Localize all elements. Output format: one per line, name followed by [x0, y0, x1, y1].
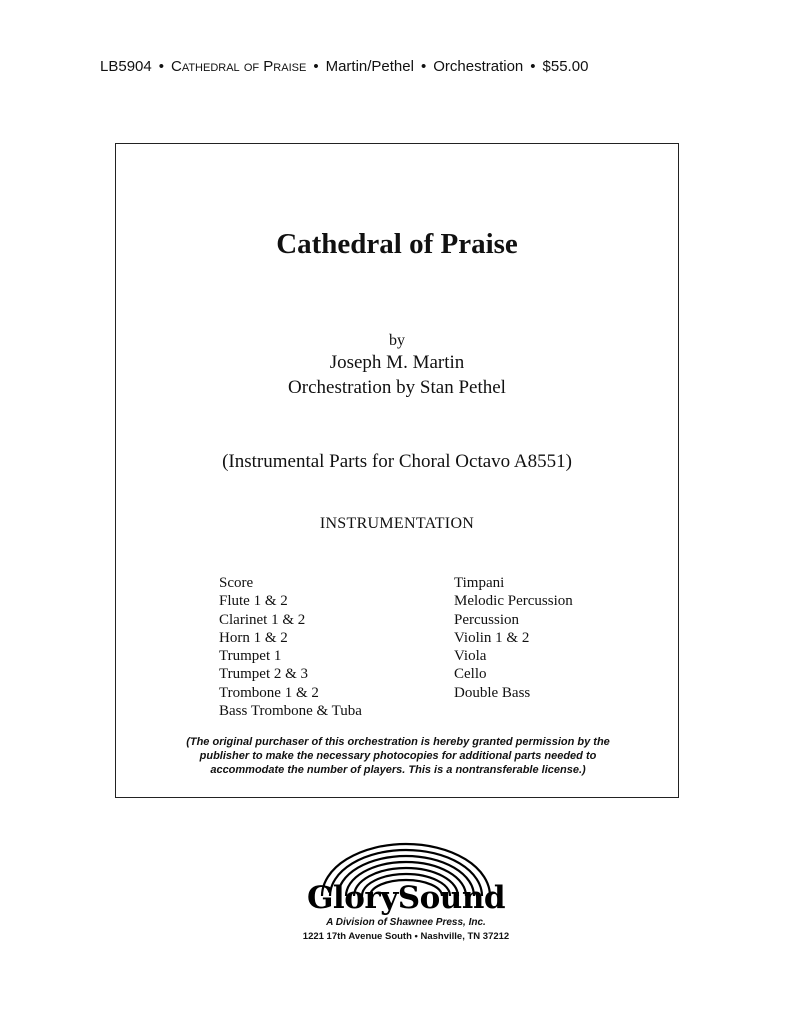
cover-frame: [115, 143, 679, 798]
product-title: Cathedral of Praise: [170, 58, 307, 75]
instrument-item: Double Bass: [454, 684, 531, 701]
instrument-list-left: [219, 574, 362, 720]
permission-line: accommodate the number of players. This is a nontransferable license.): [210, 764, 586, 776]
product-code: LB5904: [100, 58, 152, 75]
permission-line: publisher to make the necessary photocopies for additional parts needed to: [199, 750, 597, 762]
instrument-item: Timpani: [454, 575, 505, 591]
instrument-item: Percussion: [454, 611, 519, 628]
product-price: $55.00: [542, 58, 589, 75]
permission-line: (The original purchaser of this orchestration is hereby granted permission by the: [186, 736, 610, 748]
instrument-item: Flute 1 & 2: [219, 593, 288, 610]
instrument-item: Cello: [454, 666, 487, 683]
product-authors: Martin/Pethel: [325, 58, 414, 75]
product-header: [100, 58, 588, 75]
publisher-logo-text: GlorySound: [306, 880, 506, 916]
publisher-division: A Division of Shawnee Press, Inc.: [326, 917, 486, 928]
product-category: Orchestration: [433, 58, 524, 75]
instrument-item: Trumpet 2 & 3: [219, 666, 309, 683]
cover-title: Cathedral of Praise: [276, 228, 518, 260]
instrument-list-right: [454, 574, 573, 702]
instrument-item: Trumpet 1: [219, 648, 282, 665]
parts-note: (Instrumental Parts for Choral Octavo A8551): [222, 451, 572, 472]
instrument-item: Clarinet 1 & 2: [219, 611, 306, 628]
composer-name: Joseph M. Martin: [329, 352, 465, 373]
publisher-logo: [296, 838, 516, 948]
separator-bullet: •: [313, 58, 319, 75]
instrumentation-heading: INSTRUMENTATION: [319, 515, 475, 532]
separator-bullet: •: [420, 58, 427, 75]
instrument-item: Viola: [454, 648, 487, 665]
separator-bullet: •: [158, 58, 164, 75]
by-label: by: [389, 332, 405, 349]
instrument-item: Horn 1 & 2: [219, 629, 288, 646]
separator-bullet: •: [530, 58, 536, 75]
orchestrator-credit: Orchestration by Stan Pethel: [288, 377, 506, 398]
instrument-item: Violin 1 & 2: [454, 629, 530, 646]
instrument-item: Trombone 1 & 2: [219, 684, 319, 701]
instrument-item: Bass Trombone & Tuba: [219, 703, 362, 720]
instrument-item: Score: [219, 575, 254, 591]
permission-notice: [146, 735, 650, 777]
instrument-item: Melodic Percussion: [454, 593, 573, 610]
publisher-address: 1221 17th Avenue South • Nashville, TN 37212: [302, 931, 510, 942]
